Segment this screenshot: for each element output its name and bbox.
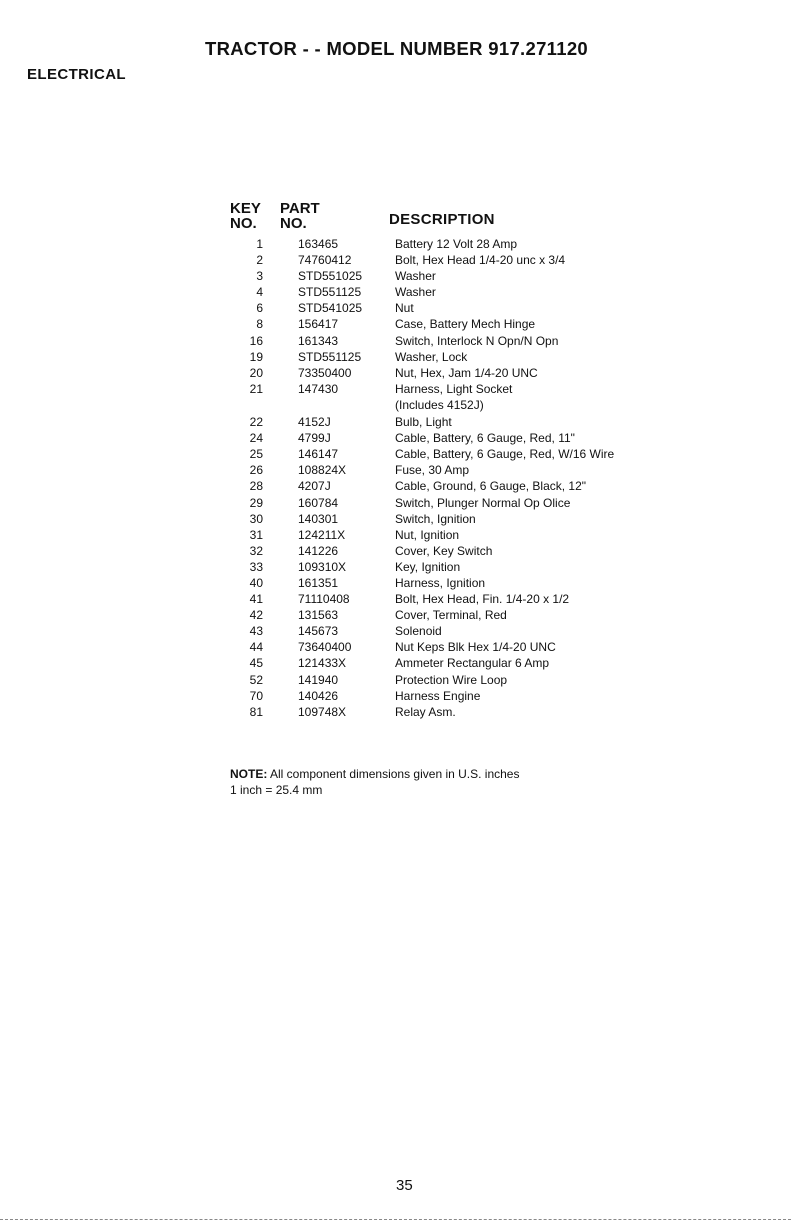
description-line: Washer, Lock bbox=[395, 349, 468, 364]
key-column-header-line1: KEY bbox=[230, 200, 261, 217]
key-number: 40 bbox=[249, 575, 263, 590]
description-line: Washer bbox=[395, 269, 436, 284]
description-line: (Includes 4152J) bbox=[395, 397, 484, 412]
description-line: Protection Wire Loop bbox=[395, 672, 508, 687]
description-line: Cover, Key Switch bbox=[395, 543, 493, 558]
key-number: 8 bbox=[256, 317, 263, 332]
description-line: Key, Ignition bbox=[395, 559, 461, 574]
part-description bbox=[395, 495, 570, 511]
page-title: TRACTOR - - MODEL NUMBER 917.271120 bbox=[205, 38, 588, 59]
part-number: 71110408 bbox=[298, 592, 350, 607]
description-line: Switch, Ignition bbox=[395, 511, 476, 526]
part-description bbox=[395, 300, 414, 316]
description-line: Cable, Battery, 6 Gauge, Red, 11" bbox=[395, 431, 575, 446]
part-number: 73350400 bbox=[298, 365, 352, 380]
part-number: 109748X bbox=[298, 704, 347, 719]
part-description bbox=[395, 365, 538, 381]
part-description bbox=[395, 284, 436, 300]
part-description bbox=[395, 511, 476, 527]
part-number: 141226 bbox=[298, 543, 339, 558]
description-line: Harness Engine bbox=[395, 688, 481, 703]
key-number: 44 bbox=[249, 640, 263, 655]
part-number: 141940 bbox=[298, 672, 339, 687]
description-line: Harness, Ignition bbox=[395, 575, 486, 590]
description-line: Battery 12 Volt 28 Amp bbox=[395, 237, 518, 251]
part-description bbox=[395, 333, 558, 349]
section-label: ELECTRICAL bbox=[27, 66, 126, 83]
part-number: 161343 bbox=[298, 333, 339, 348]
description-line: Ammeter Rectangular 6 Amp bbox=[395, 656, 550, 671]
description-line: Cable, Battery, 6 Gauge, Red, W/16 Wire bbox=[395, 447, 615, 462]
key-number: 43 bbox=[249, 624, 263, 639]
part-number: 4799J bbox=[298, 431, 331, 446]
bottom-rule bbox=[0, 1219, 791, 1220]
part-description bbox=[395, 655, 549, 671]
key-number: 26 bbox=[249, 463, 263, 478]
unit-conversion: 1 inch = 25.4 mm bbox=[230, 783, 323, 797]
key-number: 32 bbox=[249, 543, 263, 558]
part-number: 140301 bbox=[298, 511, 339, 526]
key-number: 6 bbox=[256, 301, 263, 316]
part-description bbox=[395, 639, 556, 655]
part-description bbox=[395, 672, 507, 688]
note-text: All component dimensions given in U.S. inches bbox=[267, 767, 520, 781]
key-number: 3 bbox=[256, 269, 263, 284]
key-number: 25 bbox=[249, 447, 263, 462]
key-number: 41 bbox=[249, 592, 263, 607]
description-line: Nut Keps Blk Hex 1/4-20 UNC bbox=[395, 640, 556, 655]
description-line: Washer bbox=[395, 285, 436, 300]
part-description bbox=[395, 623, 442, 639]
key-number: 29 bbox=[249, 495, 263, 510]
description-line: Case, Battery Mech Hinge bbox=[395, 317, 536, 332]
part-number: STD551125 bbox=[298, 349, 362, 364]
part-number: 160784 bbox=[298, 495, 339, 510]
description-line: Bolt, Hex Head 1/4-20 unc x 3/4 bbox=[395, 253, 566, 268]
part-description bbox=[395, 252, 565, 268]
part-description bbox=[395, 543, 492, 559]
key-number: 24 bbox=[249, 431, 263, 446]
part-description bbox=[395, 478, 586, 494]
part-column-header-line1: PART bbox=[280, 200, 320, 217]
key-number: 21 bbox=[249, 381, 263, 396]
part-description bbox=[395, 591, 569, 607]
part-description bbox=[395, 688, 480, 704]
part-number: STD551025 bbox=[298, 269, 363, 284]
description-line: Fuse, 30 Amp bbox=[395, 463, 470, 478]
key-column-header-line2: NO. bbox=[230, 215, 257, 232]
key-number: 81 bbox=[249, 704, 263, 719]
part-number: 163465 bbox=[298, 237, 339, 251]
part-description bbox=[395, 527, 459, 543]
part-description bbox=[395, 316, 535, 332]
part-description bbox=[395, 575, 485, 591]
description-line: Bulb, Light bbox=[395, 415, 452, 430]
note-line bbox=[230, 766, 519, 782]
part-number: 147430 bbox=[298, 381, 339, 396]
key-number: 19 bbox=[249, 349, 263, 364]
part-description bbox=[395, 430, 575, 446]
part-description bbox=[395, 607, 507, 623]
part-number: 4152J bbox=[298, 415, 331, 430]
part-number: 74760412 bbox=[298, 253, 352, 268]
description-line: Nut, Ignition bbox=[395, 527, 460, 542]
description-line: Relay Asm. bbox=[395, 704, 456, 719]
description-line: Cable, Ground, 6 Gauge, Black, 12" bbox=[395, 479, 587, 494]
part-number: 121433X bbox=[298, 656, 347, 671]
key-number: 22 bbox=[249, 415, 263, 430]
part-number: 109310X bbox=[298, 559, 347, 574]
note-label: NOTE: bbox=[230, 767, 268, 781]
part-description bbox=[395, 704, 456, 720]
description-line: Nut, Hex, Jam 1/4-20 UNC bbox=[395, 365, 538, 380]
part-number: 108824X bbox=[298, 463, 347, 478]
part-description bbox=[395, 559, 460, 575]
part-description bbox=[395, 446, 614, 462]
part-number: 73640400 bbox=[298, 640, 352, 655]
part-number: 124211X bbox=[298, 527, 346, 542]
part-number: 156417 bbox=[298, 317, 339, 332]
part-number: STD541025 bbox=[298, 301, 363, 316]
description-column-header: DESCRIPTION bbox=[389, 211, 495, 228]
page-number: 35 bbox=[396, 1177, 413, 1194]
part-number: 4207J bbox=[298, 479, 331, 494]
key-number: 20 bbox=[249, 365, 263, 380]
part-number: 161351 bbox=[298, 575, 339, 590]
part-column-header-line2: NO. bbox=[280, 215, 307, 232]
key-number: 33 bbox=[249, 559, 263, 574]
part-number: 145673 bbox=[298, 624, 339, 639]
part-number: 140426 bbox=[298, 688, 339, 703]
part-description bbox=[395, 381, 512, 413]
part-number: STD551125 bbox=[298, 285, 362, 300]
key-number: 1 bbox=[256, 237, 263, 251]
key-number: 45 bbox=[249, 656, 263, 671]
part-description bbox=[395, 268, 436, 284]
key-number: 42 bbox=[249, 608, 263, 623]
key-number: 16 bbox=[249, 333, 263, 348]
key-number: 70 bbox=[249, 688, 263, 703]
part-description bbox=[395, 349, 467, 365]
description-line: Nut bbox=[395, 301, 414, 316]
part-number: 131563 bbox=[298, 608, 339, 623]
part-description bbox=[395, 414, 452, 430]
description-line: Bolt, Hex Head, Fin. 1/4-20 x 1/2 bbox=[395, 592, 570, 607]
key-number: 28 bbox=[249, 479, 263, 494]
key-number: 31 bbox=[249, 527, 263, 542]
part-description bbox=[395, 236, 517, 252]
description-line: Switch, Interlock N Opn/N Opn bbox=[395, 333, 559, 348]
description-line: Cover, Terminal, Red bbox=[395, 608, 507, 623]
key-number: 30 bbox=[249, 511, 263, 526]
description-line: Switch, Plunger Normal Op Olice bbox=[395, 495, 571, 510]
part-number: 146147 bbox=[298, 447, 339, 462]
key-number: 2 bbox=[256, 253, 263, 268]
description-line: Harness, Light Socket bbox=[395, 381, 513, 396]
note bbox=[230, 766, 519, 798]
part-description bbox=[395, 462, 469, 478]
key-number: 4 bbox=[256, 285, 263, 300]
description-line: Solenoid bbox=[395, 624, 442, 639]
key-number: 52 bbox=[249, 672, 263, 687]
